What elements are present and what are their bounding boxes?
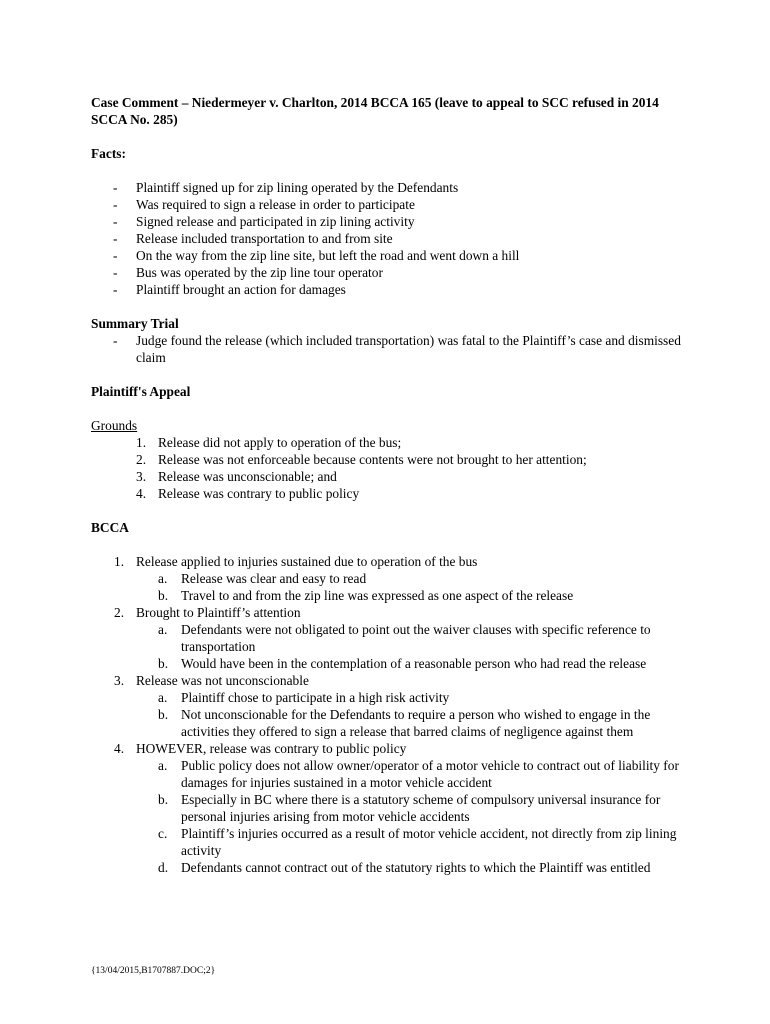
list-item-text: Plaintiff chose to participate in a high risk activity xyxy=(181,690,450,705)
list-item: - Plaintiff signed up for zip lining operated by the Defendants xyxy=(91,179,691,196)
list-item-text: Release applied to injuries sustained due to operation of the bus xyxy=(136,554,478,569)
list-item: - On the way from the zip line site, but left the road and went down a hill xyxy=(91,247,691,264)
list-item-text: HOWEVER, release was contrary to public policy xyxy=(136,741,407,756)
list-item-text: Especially in BC where there is a statutory scheme of compulsory universal insurance for personal injuries arising from motor vehicle accidents xyxy=(181,792,661,824)
appeal-heading: Plaintiff's Appeal xyxy=(91,384,191,399)
list-marker: 3. xyxy=(136,469,147,484)
document-footer: {13/04/2015,B1707887.DOC;2} xyxy=(91,966,216,976)
grounds-label: Grounds xyxy=(91,418,138,433)
bcca-heading: BCCA xyxy=(91,520,129,535)
facts-heading: Facts: xyxy=(91,146,126,161)
list-item-text: Public policy does not allow owner/operator of a motor vehicle to contract out of liability for damages for injuries sustained in a motor vehicle accident xyxy=(181,758,679,790)
sub-list xyxy=(136,689,691,740)
list-item xyxy=(91,468,691,485)
sub-list xyxy=(136,621,691,672)
list-marker: 4. xyxy=(114,741,125,756)
list-item-text: Release was clear and easy to read xyxy=(181,571,367,586)
list-marker: c. xyxy=(158,826,168,841)
sub-list-item xyxy=(136,791,691,825)
list-item-text: Would have been in the contemplation of a reasonable person who had read the release xyxy=(181,656,647,671)
sub-list-item xyxy=(136,570,691,587)
list-item-text: Travel to and from the zip line was expressed as one aspect of the release xyxy=(181,588,574,603)
list-item-text: Not unconscionable for the Defendants to require a person who wished to engage in the activities they offered to sign a release that barred claims of negligence against them xyxy=(181,707,651,739)
sub-list-item xyxy=(136,587,691,604)
list-marker: d. xyxy=(158,860,169,875)
list-item xyxy=(91,553,691,604)
list-item: - Judge found the release (which included transportation) was fatal to the Plaintiff’s case and dismissed claim xyxy=(91,332,691,366)
sub-list-item xyxy=(136,655,691,672)
list-marker: 2. xyxy=(136,452,147,467)
list-marker: a. xyxy=(158,571,168,586)
list-marker: b. xyxy=(158,707,169,722)
list-marker: 2. xyxy=(114,605,125,620)
list-item-text: Release was not unconscionable xyxy=(136,673,309,688)
list-item xyxy=(91,672,691,740)
summary-trial-list xyxy=(91,332,691,366)
list-marker: 1. xyxy=(136,435,147,450)
list-item: - Was required to sign a release in order to participate xyxy=(91,196,691,213)
list-item xyxy=(91,434,691,451)
sub-list xyxy=(136,570,691,604)
summary-trial-heading: Summary Trial xyxy=(91,316,179,331)
sub-list-item xyxy=(136,825,691,859)
list-item xyxy=(91,604,691,672)
list-item-text: Release did not apply to operation of the bus; xyxy=(158,435,402,450)
list-item: - Release included transportation to and from site xyxy=(91,230,691,247)
list-item-text: Plaintiff’s injuries occurred as a result of motor vehicle accident, not directly from zip lining activity xyxy=(181,826,677,858)
list-item: - Plaintiff brought an action for damages xyxy=(91,281,691,298)
list-marker: 1. xyxy=(114,554,125,569)
list-item xyxy=(91,485,691,502)
list-item-text: Release was contrary to public policy xyxy=(158,486,360,501)
list-marker: 3. xyxy=(114,673,125,688)
sub-list-item xyxy=(136,706,691,740)
list-item-text: Defendants cannot contract out of the statutory rights to which the Plaintiff was entitled xyxy=(181,860,651,875)
list-item: - Bus was operated by the zip line tour operator xyxy=(91,264,691,281)
sub-list-item xyxy=(136,621,691,655)
list-marker: a. xyxy=(158,690,168,705)
list-item-text: Release was not enforceable because contents were not brought to her attention; xyxy=(158,452,587,467)
list-marker: b. xyxy=(158,588,169,603)
facts-list xyxy=(91,179,691,298)
list-marker: b. xyxy=(158,792,169,807)
list-item-text: Brought to Plaintiff’s attention xyxy=(136,605,301,620)
list-marker: 4. xyxy=(136,486,147,501)
list-item xyxy=(91,740,691,876)
document-body xyxy=(91,94,691,876)
list-marker: a. xyxy=(158,758,168,773)
list-marker: a. xyxy=(158,622,168,637)
list-item-text: Release was unconscionable; and xyxy=(158,469,337,484)
list-marker: b. xyxy=(158,656,169,671)
bcca-list xyxy=(91,553,691,876)
sub-list xyxy=(136,757,691,876)
list-item-text: Defendants were not obligated to point out the waiver clauses with specific reference to transportation xyxy=(181,622,651,654)
document-title: Case Comment – Niedermeyer v. Charlton, 2014 BCCA 165 (leave to appeal to SCC refused in 2014 SCCA No. 285) xyxy=(91,95,659,127)
sub-list-item xyxy=(136,689,691,706)
sub-list-item xyxy=(136,757,691,791)
list-item xyxy=(91,451,691,468)
list-item: - Signed release and participated in zip lining activity xyxy=(91,213,691,230)
grounds-list xyxy=(91,434,691,502)
sub-list-item xyxy=(136,859,691,876)
